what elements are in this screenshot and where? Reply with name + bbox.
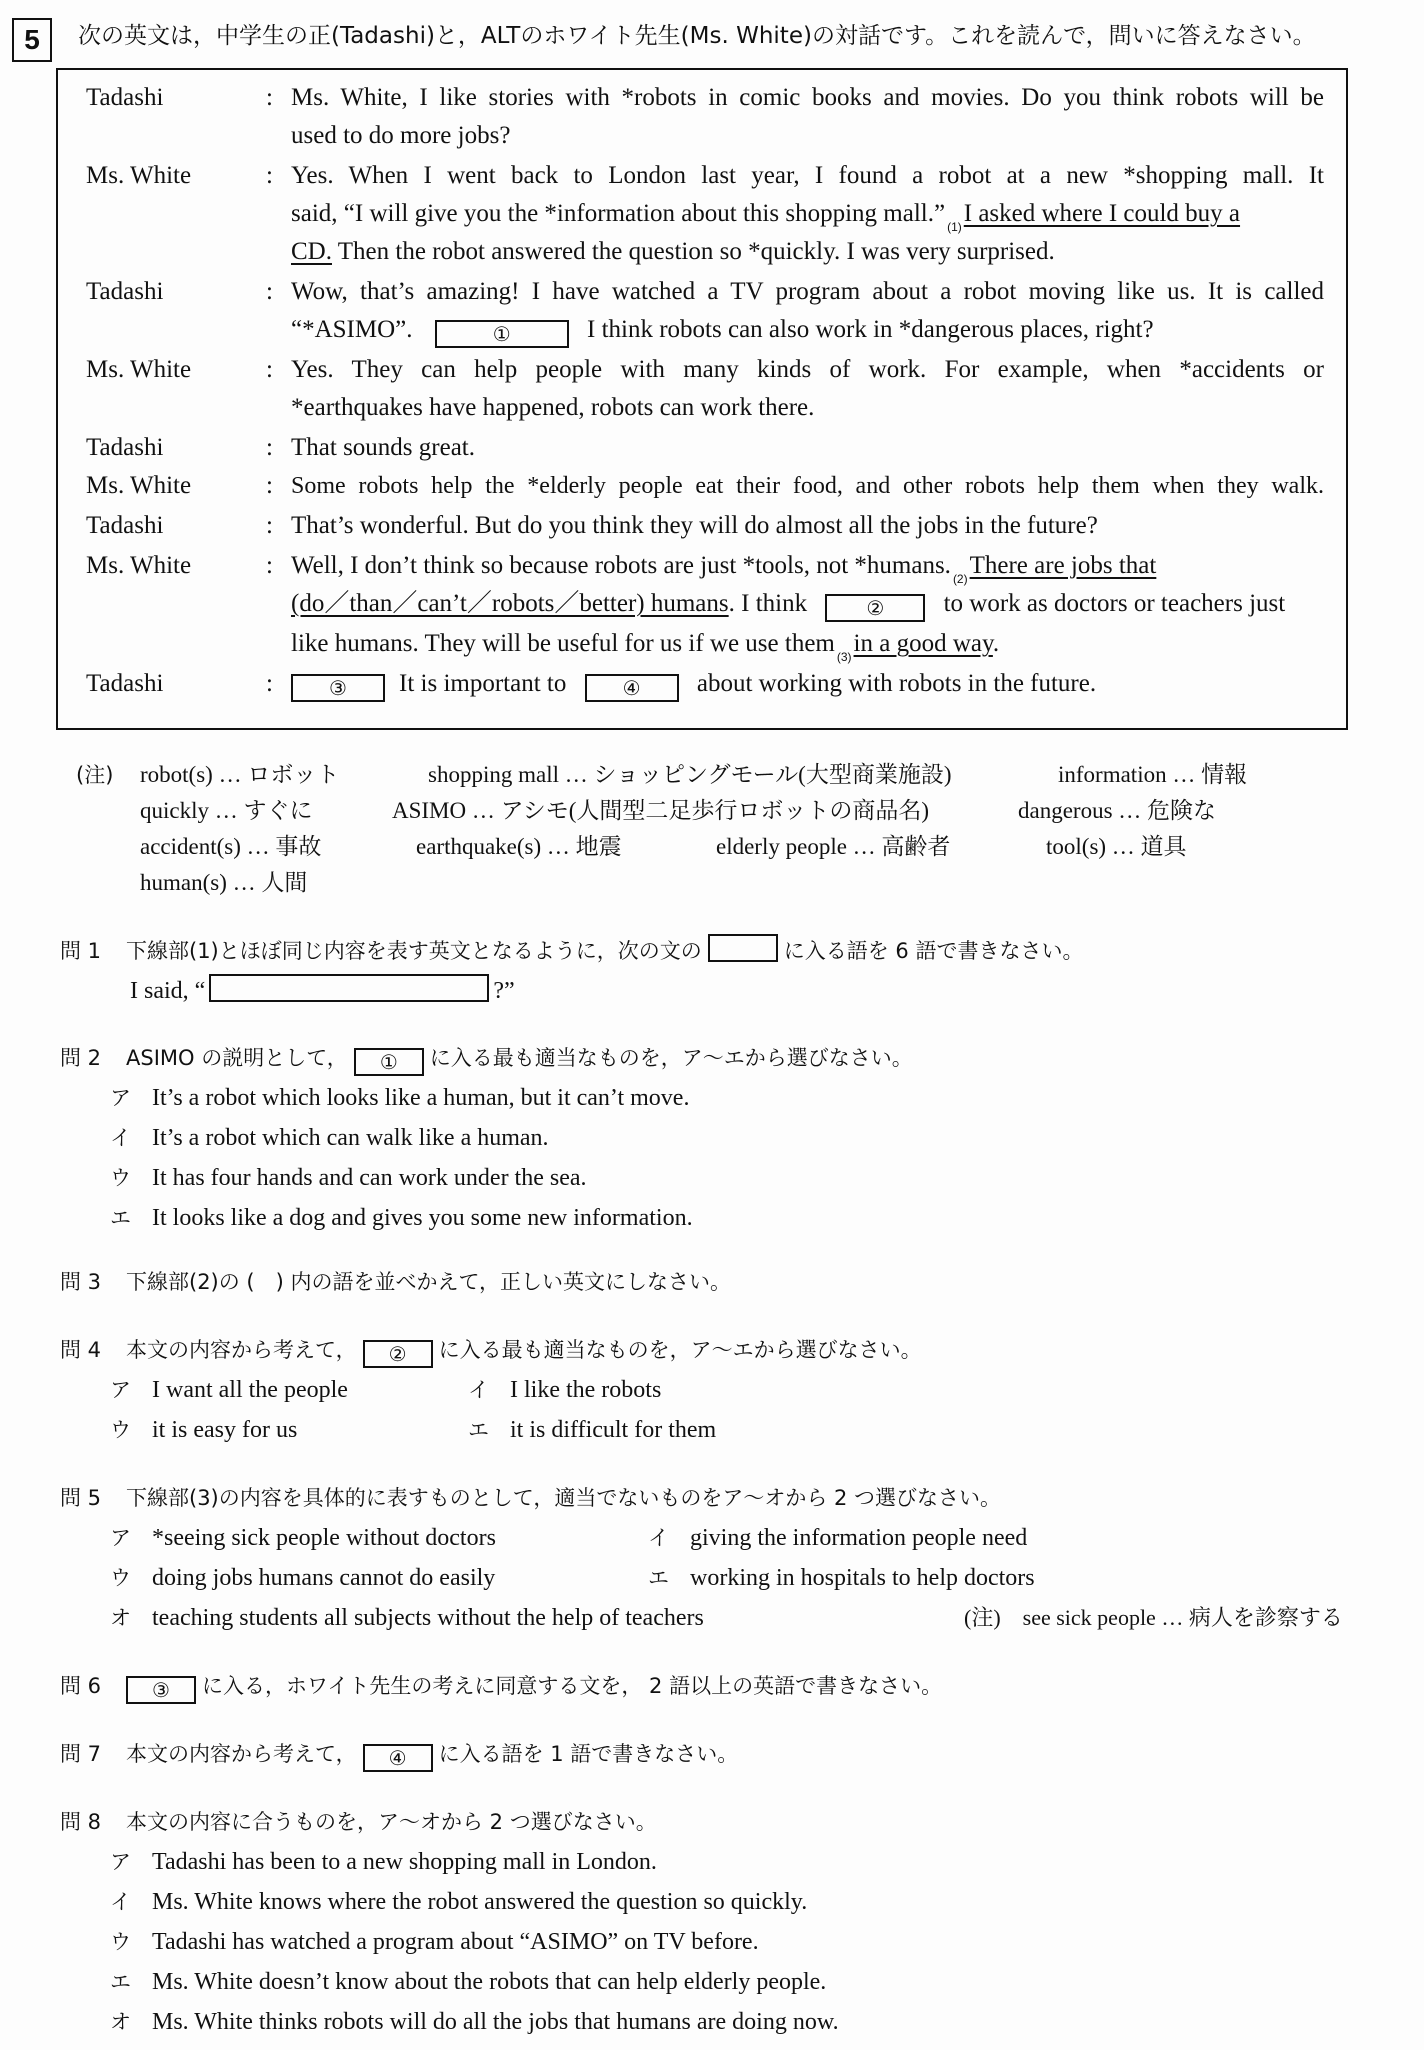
colon: : xyxy=(266,356,273,383)
underlined-part-1-cont: CD. xyxy=(291,238,332,265)
question-2 xyxy=(60,1042,913,1076)
q5-option-o[interactable] xyxy=(110,1602,704,1634)
dialog-text: said, “I will give you the *information about this shopping mall.” xyxy=(291,200,946,227)
q2-option-i[interactable] xyxy=(110,1122,549,1154)
dialog-line xyxy=(291,588,1324,622)
answer-prefix: I said, “ xyxy=(130,978,206,1004)
underline-marker-3: (3) xyxy=(836,650,852,664)
underlined-part-2-cont: (do／than／can’t／robots／better) humans xyxy=(291,590,729,617)
note-accident: accident(s) … 事故 xyxy=(140,834,322,859)
dialog-line: *earthquakes have happened, robots can work there. xyxy=(291,394,815,421)
option-kana: イ xyxy=(468,1378,489,1402)
dialog-line xyxy=(291,236,1324,268)
option-kana: ア xyxy=(110,1086,131,1110)
blank-4: ④ xyxy=(585,674,679,702)
option-kana: イ xyxy=(110,1126,131,1150)
question-text: 下線部(3)の内容を具体的に表すものとして，適当でないものをア～オから 2 つ選びなさい。 xyxy=(126,1486,1002,1510)
note-dangerous: dangerous … 危険な xyxy=(1018,798,1217,823)
question-number: 問 7 xyxy=(60,1742,102,1766)
blank-1-ref: ① xyxy=(354,1048,424,1076)
option-text: I like the robots xyxy=(510,1377,662,1403)
option-kana: エ xyxy=(648,1566,669,1590)
q5-option-i[interactable] xyxy=(648,1522,1027,1554)
question-3 xyxy=(60,1266,731,1298)
question-number: 問 3 xyxy=(60,1270,102,1294)
dialog-text: “*ASIMO”. xyxy=(291,316,413,343)
underline-marker-1: (1) xyxy=(947,220,962,234)
colon: : xyxy=(266,278,273,305)
colon: : xyxy=(266,512,273,539)
dialog-text: . I think xyxy=(728,590,808,617)
dialog-text: It is important to xyxy=(399,670,567,697)
note-information: information … 情報 xyxy=(1058,762,1248,787)
colon: : xyxy=(266,434,273,461)
colon: : xyxy=(266,472,273,499)
question-text: に入る語を 1 語で書きなさい。 xyxy=(438,1742,739,1766)
q2-option-e[interactable] xyxy=(110,1202,693,1234)
question-6 xyxy=(60,1670,942,1704)
question-text: ASIMO の説明として， xyxy=(126,1046,348,1070)
option-text: It’s a robot which can walk like a human. xyxy=(152,1125,549,1151)
dialog-text: like humans. They will be useful for us if we use them xyxy=(291,630,835,657)
option-text: teaching students all subjects without the help of teachers xyxy=(152,1605,704,1631)
colon: : xyxy=(266,84,273,111)
note-earthquake: earthquake(s) … 地震 xyxy=(416,834,622,859)
option-text: It looks like a dog and gives you some new information. xyxy=(152,1205,693,1231)
option-text: It’s a robot which looks like a human, but it can’t move. xyxy=(152,1085,690,1111)
dialog-text: Well, I don’t think so because robots are just *tools, not *humans. xyxy=(291,552,951,579)
answer-blank[interactable] xyxy=(209,974,489,1002)
dialog-line: Some robots help the *elderly people eat their food, and other robots help them when they walk. xyxy=(291,473,1324,499)
option-kana: オ xyxy=(110,1606,131,1630)
underlined-part-3: in a good way xyxy=(853,630,993,657)
question-text: 下線部(2)の ( ) 内の語を並べかえて，正しい英文にしなさい。 xyxy=(126,1270,732,1294)
dialog-text: I think robots can also work in *dangerous places, right? xyxy=(587,316,1154,343)
dialog-line xyxy=(291,314,1324,348)
dialog-line xyxy=(291,668,1324,702)
option-text: Ms. White knows where the robot answered the question so quickly. xyxy=(152,1889,808,1915)
speaker-tadashi: Tadashi xyxy=(86,434,164,461)
dialog-line: used to do more jobs? xyxy=(291,122,511,149)
blank-1: ① xyxy=(435,320,569,348)
option-kana: エ xyxy=(110,1970,131,1994)
option-kana: ウ xyxy=(110,1930,131,1954)
dialog-line xyxy=(291,628,1324,673)
blank-2: ② xyxy=(825,594,925,622)
dialog-line: That sounds great. xyxy=(291,434,475,461)
question-text: に入る最も適当なものを，ア～エから選びなさい。 xyxy=(438,1338,922,1362)
dialog-line: Ms. White, I like stories with *robots in comic books and movies. Do you think robots will be xyxy=(291,84,1324,111)
underlined-part-1: I asked where I could buy a xyxy=(963,200,1241,227)
speaker-white: Ms. White xyxy=(86,162,192,189)
question-number: 問 6 xyxy=(60,1674,102,1698)
q5-option-a[interactable] xyxy=(110,1522,496,1554)
q8-option-u[interactable] xyxy=(110,1926,759,1958)
option-text: *seeing sick people without doctors xyxy=(152,1525,496,1551)
option-text: It has four hands and can work under the sea. xyxy=(152,1165,587,1191)
dialog-line: That’s wonderful. But do you think they will do almost all the jobs in the future? xyxy=(291,512,1098,539)
option-text: Tadashi has been to a new shopping mall in London. xyxy=(152,1849,657,1875)
option-text: Ms. White thinks robots will do all the jobs that humans are doing now. xyxy=(152,2009,839,2035)
blank-3: ③ xyxy=(291,674,385,702)
option-text: giving the information people need xyxy=(690,1525,1028,1551)
dialog-text: Then the robot answered the question so *quickly. I was very surprised. xyxy=(331,238,1055,265)
note-asimo: ASIMO … アシモ(人間型二足歩行ロボットの商品名) xyxy=(392,798,930,823)
q4-option-e[interactable] xyxy=(468,1414,716,1446)
question-number: 問 8 xyxy=(60,1810,102,1834)
option-kana: イ xyxy=(648,1526,669,1550)
option-text: it is easy for us xyxy=(152,1417,298,1443)
question-8 xyxy=(60,1806,657,1838)
question-number: 問 5 xyxy=(60,1486,102,1510)
option-kana: ア xyxy=(110,1378,131,1402)
q4-option-i[interactable] xyxy=(468,1374,661,1406)
note-robot: robot(s) … ロボット xyxy=(140,762,340,787)
option-kana: オ xyxy=(110,2010,131,2034)
dialog-box xyxy=(56,68,1348,730)
option-kana: ウ xyxy=(110,1166,131,1190)
question-5 xyxy=(60,1482,1001,1514)
option-kana: ア xyxy=(110,1850,131,1874)
q8-option-a[interactable] xyxy=(110,1846,657,1878)
question-text: 下線部(1)とほぼ同じ内容を表す英文となるように，次の文の xyxy=(126,939,702,963)
q5-note: (注) see sick people … 病人を診察する xyxy=(964,1605,1343,1630)
note-shopping-mall: shopping mall … ショッピングモール(大型商業施設) xyxy=(428,762,952,787)
colon: : xyxy=(266,552,273,579)
speaker-white: Ms. White xyxy=(86,552,192,579)
speaker-tadashi: Tadashi xyxy=(86,278,164,305)
q1-answer-line[interactable] xyxy=(130,974,515,1007)
dialog-text: to work as doctors or teachers just xyxy=(943,590,1286,617)
underline-marker-2: (2) xyxy=(952,572,968,586)
blank-box xyxy=(708,934,778,962)
q5-option-e[interactable] xyxy=(648,1562,1035,1594)
question-number: 問 4 xyxy=(60,1338,102,1362)
blank-2-ref: ② xyxy=(363,1340,433,1368)
dialog-line: Yes. When I went back to London last year, I found a robot at a new *shopping mall. It xyxy=(291,162,1324,189)
blank-3-ref: ③ xyxy=(126,1676,196,1704)
blank-4-ref: ④ xyxy=(363,1744,433,1772)
q5-option-u[interactable] xyxy=(110,1562,495,1594)
option-kana: エ xyxy=(110,1206,131,1230)
q8-option-e[interactable] xyxy=(110,1966,826,1998)
option-kana: ウ xyxy=(110,1566,131,1590)
option-text: I want all the people xyxy=(152,1377,348,1403)
problem-number: 5 xyxy=(12,18,52,62)
problem-intro: 次の英文は，中学生の正(Tadashi)と，ALTのホワイト先生(Ms. White)の対話です。これを読んで，問いに答えなさい。 xyxy=(78,23,1316,49)
option-kana: イ xyxy=(110,1890,131,1914)
option-text: Tadashi has watched a program about “ASIMO” on TV before. xyxy=(152,1929,759,1955)
speaker-white: Ms. White xyxy=(86,472,192,499)
question-number: 問 2 xyxy=(60,1046,102,1070)
note-quickly: quickly … すぐに xyxy=(140,798,313,823)
option-text: doing jobs humans cannot do easily xyxy=(152,1565,496,1591)
option-kana: ウ xyxy=(110,1418,131,1442)
dialog-text: . xyxy=(992,630,1000,657)
q8-option-o[interactable] xyxy=(110,2006,839,2038)
option-text: it is difficult for them xyxy=(510,1417,717,1443)
dialog-line: Wow, that’s amazing! I have watched a TV program about a robot moving like us. It is called xyxy=(291,278,1324,305)
q2-option-u[interactable] xyxy=(110,1162,587,1194)
question-text: に入る最も適当なものを，ア～エから選びなさい。 xyxy=(429,1046,913,1070)
question-7 xyxy=(60,1738,738,1772)
question-text: に入る，ホワイト先生の考えに同意する文を， 2 語以上の英語で書きなさい。 xyxy=(202,1674,943,1698)
q2-option-a[interactable] xyxy=(110,1082,689,1114)
dialog-line: Yes. They can help people with many kinds of work. For example, when *accidents or xyxy=(291,356,1324,383)
option-kana: ア xyxy=(110,1526,131,1550)
question-text: 本文の内容から考えて， xyxy=(126,1742,357,1766)
option-text: working in hospitals to help doctors xyxy=(690,1565,1035,1591)
notes-label: (注) xyxy=(76,763,114,787)
answer-suffix: ?” xyxy=(493,978,515,1004)
question-number: 問 1 xyxy=(60,939,102,963)
speaker-tadashi: Tadashi xyxy=(86,670,164,697)
question-text: 本文の内容から考えて， xyxy=(126,1338,357,1362)
colon: : xyxy=(266,670,273,697)
q8-option-i[interactable] xyxy=(110,1886,807,1918)
colon: : xyxy=(266,162,273,189)
question-text: に入る語を 6 語で書きなさい。 xyxy=(783,939,1084,963)
question-4 xyxy=(60,1334,922,1368)
option-kana: エ xyxy=(468,1418,489,1442)
q4-option-u[interactable] xyxy=(110,1414,297,1446)
speaker-tadashi: Tadashi xyxy=(86,512,164,539)
question-1 xyxy=(60,934,1083,967)
option-text: Ms. White doesn’t know about the robots that can help elderly people. xyxy=(152,1969,827,1995)
dialog-text: about working with robots in the future. xyxy=(696,670,1097,697)
q4-option-a[interactable] xyxy=(110,1374,348,1406)
speaker-white: Ms. White xyxy=(86,356,192,383)
question-text: 本文の内容に合うものを，ア～オから 2 つ選びなさい。 xyxy=(126,1810,657,1834)
note-tool: tool(s) … 道具 xyxy=(1046,834,1187,859)
speaker-tadashi: Tadashi xyxy=(86,84,164,111)
note-human: human(s) … 人間 xyxy=(140,870,308,895)
note-elderly: elderly people … 高齢者 xyxy=(716,834,951,859)
underlined-part-2: There are jobs that xyxy=(969,552,1157,579)
